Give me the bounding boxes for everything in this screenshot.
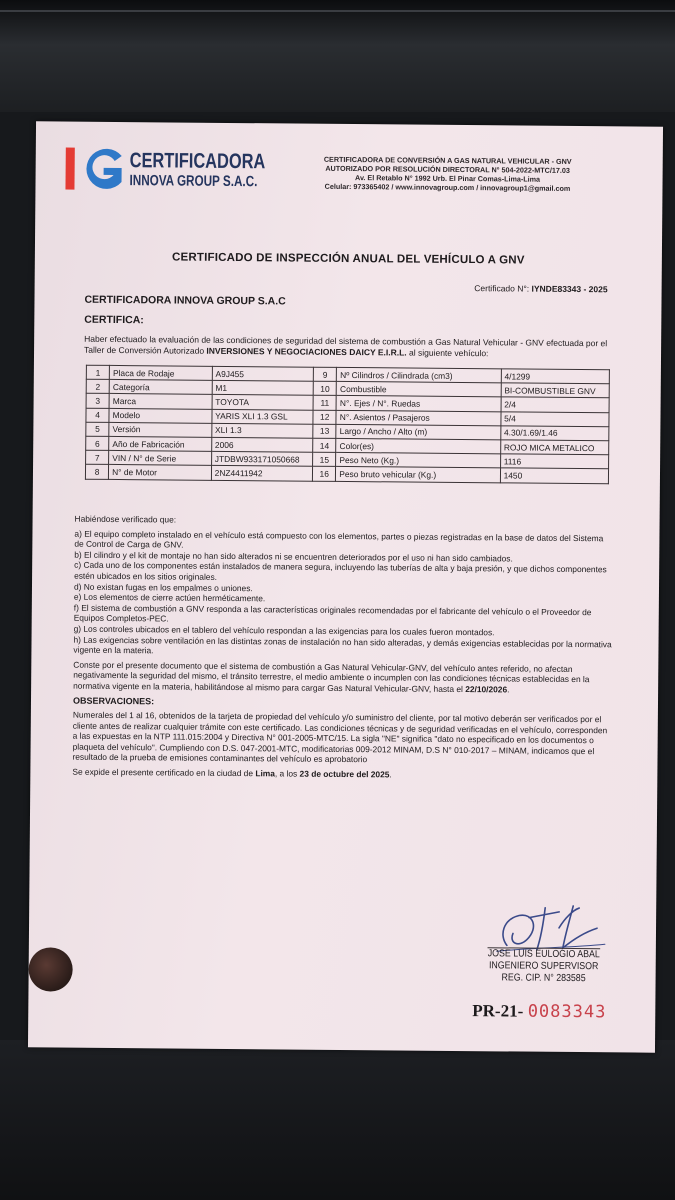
- field-value: 4/1299: [501, 369, 609, 384]
- field-value: JTDBW933171050668: [211, 451, 313, 466]
- row-number: 16: [313, 467, 336, 481]
- field-value: XLI 1.3: [212, 423, 314, 438]
- row-number: 2: [86, 379, 109, 393]
- row-number: 1: [86, 365, 109, 379]
- field-label: Color(es): [336, 438, 500, 454]
- field-value: BI-COMBUSTIBLE GNV: [501, 383, 609, 398]
- verification-item: f) El sistema de combustión a GNV responda a las características originales recomendadas por el fabricante del vehículo o el Proveedor de Equipos Completos-PEC.: [73, 602, 592, 624]
- field-label: Largo / Ancho / Alto (m): [336, 424, 500, 440]
- logo-text: [129, 150, 265, 189]
- field-value: 4.30/1.69/1.46: [500, 426, 608, 441]
- field-value: 1450: [500, 468, 608, 483]
- field-value: 2NZ4411942: [211, 466, 313, 481]
- field-label: Peso bruto vehicular (Kg.): [336, 467, 500, 483]
- field-label: N°. Ejes / N°. Ruedas: [336, 396, 500, 412]
- verification-item: b) El cilindro y el kit de montaje no han sido alterados ni se encuentren deteriorados por el uso ni han sido cambiados.: [74, 549, 513, 564]
- issue-city: Lima: [255, 768, 275, 779]
- serial-prefix: PR-21-: [472, 1001, 524, 1021]
- row-number: 6: [86, 436, 109, 450]
- intro-text-end: al siguiente vehículo:: [406, 347, 489, 358]
- logo-line-2: INNOVA GROUP S.A.C.: [129, 172, 258, 191]
- certificate-page: [28, 121, 663, 1052]
- certificate-number: [474, 283, 607, 294]
- field-label: N° de Motor: [109, 465, 212, 480]
- serial-number: [472, 1001, 606, 1022]
- row-number: 4: [86, 408, 109, 422]
- valid-until-date: 22/10/2026: [465, 683, 508, 695]
- field-value: 1116: [500, 454, 608, 469]
- field-label: VIN / N° de Serie: [109, 451, 212, 466]
- row-number: 12: [313, 410, 336, 424]
- field-label: Año de Fabricación: [109, 436, 212, 451]
- header-line: CERTIFICADORA DE CONVERSIÓN A GAS NATURAL VEHICULAR - GNV: [323, 154, 572, 166]
- logo-line-1: CERTIFICADORA: [129, 149, 266, 174]
- intro-text: Haber efectuado la evaluación de las condiciones de seguridad del sistema de combustión a Gas Natural Vehicular - GNV efectuada por el Taller de Conversión Autorizado: [84, 333, 608, 356]
- field-label: Modelo: [109, 408, 212, 423]
- row-number: 14: [313, 438, 336, 452]
- signatory-registration: REG. CIP. N° 283585: [501, 972, 586, 985]
- observations-text: Numerales del 1 al 16, obtenidos de la tarjeta de propiedad del vehículo y/o suministro del cliente, por tal motivo deberán ser verificados por el cliente antes de realizar cualquier trámite con este certificado. Las condiciones técnicas y de seguridad verificadas en el vehículo, corresponden a las expuestas en la NTP 111.015:2004 y Directiva N° 001-2005-MTC/15. La sigla "NE" significa "dato no especificado en los documentos o plaqueta del vehículo". Cumpliendo con D.S. 047-2001-MTC, modificatorias 009-2012 MINAM, D.S N° 010-2017 – MINAM, indicamos que el resultado de la prueba de emisiones contaminantes del vehículo es aprobatorio: [72, 709, 608, 765]
- verification-lead: Habiéndose verificado que:: [74, 513, 177, 525]
- verification-item: c) Cada uno de los componentes están instalados de manera segura, incluyendo las tuberías de alta y baja presión, y que dichos componentes estén ubicados en los sitios originales.: [74, 560, 607, 582]
- field-label: Marca: [109, 394, 212, 409]
- field-label: Versión: [109, 422, 212, 437]
- field-label: N°. Asientos / Pasajeros: [336, 410, 500, 426]
- certificate-body: [72, 514, 614, 782]
- row-number: 9: [313, 367, 336, 381]
- issue-text: Se expide el presente certificado en la ciudad de: [72, 766, 256, 779]
- header-info: [297, 155, 597, 194]
- row-number: 8: [85, 465, 108, 479]
- issue-end: .: [389, 769, 392, 780]
- company-logo: [63, 144, 266, 196]
- signatory-block: [469, 947, 619, 985]
- verification-item: e) Los elementos de cierre actúen herméticamente.: [73, 591, 266, 604]
- field-value: TOYOTA: [212, 395, 314, 410]
- conclusion-end: .: [507, 684, 510, 695]
- field-value: 2/4: [501, 397, 609, 412]
- header-line: Celular: 973365402 / www.innovagroup.com / innovagroup1@gmail.com: [324, 181, 571, 193]
- verification-item: d) No existan fugas en los empalmes o uniones.: [73, 581, 253, 593]
- row-number: 15: [313, 452, 336, 466]
- issue-date: 23 de octubre del 2025: [299, 768, 390, 780]
- signatory-name: JOSE LUIS EULOGIO ABAL: [487, 948, 600, 961]
- row-number: 5: [86, 422, 109, 436]
- field-value: 5/4: [501, 411, 609, 426]
- issue-text-mid: , a los: [274, 768, 300, 779]
- verification-item: a) El equipo completo instalado en el vehículo está compuesto con los elementos, partes o piezas registradas en la base de datos del Sistema de Control de Carga de GNV.: [74, 528, 604, 550]
- field-value: 2006: [211, 437, 313, 452]
- row-number: 3: [86, 394, 109, 408]
- ig-logo-icon: [63, 144, 129, 195]
- background-line: [0, 10, 675, 12]
- field-value: ROJO MICA METALICO: [500, 440, 608, 455]
- row-number: 13: [313, 424, 336, 438]
- workshop-name: INVERSIONES Y NEGOCIACIONES DAICY E.I.R.L.: [206, 345, 407, 358]
- certificate-value: IYNDE83343 - 2025: [531, 283, 608, 295]
- row-number: 7: [86, 450, 109, 464]
- intro-paragraph: [84, 334, 614, 360]
- verification-item: h) Las exigencias sobre ventilación en las distintas zonas de instalación no han sido alteradas, y demás exigencias establecidas por la normativa vigente en la materia.: [73, 634, 612, 656]
- conclusion-paragraph: [73, 659, 613, 695]
- vehicle-table: [85, 365, 610, 484]
- row-number: 11: [313, 396, 336, 410]
- verification-item: g) Los controles ubicados en el tablero del vehículo respondan a las exigencias para los cuales fueron montados.: [73, 623, 495, 638]
- certificate-label: Certificado N°:: [474, 283, 532, 294]
- field-value: M1: [212, 381, 314, 396]
- observations-title: OBSERVACIONES:: [72, 695, 155, 706]
- document-title: CERTIFICADO DE INSPECCIÓN ANUAL DEL VEHÍCULO A GNV: [171, 251, 525, 267]
- serial-digits: 0083343: [527, 1001, 607, 1023]
- field-label: Placa de Rodaje: [109, 365, 212, 380]
- field-value: A9J455: [212, 366, 314, 381]
- company-name: CERTIFICADORA INNOVA GROUP S.A.C: [84, 293, 286, 308]
- certifica-heading: CERTIFICA:: [84, 313, 144, 327]
- punch-hole: [28, 947, 72, 991]
- field-value: YARIS XLI 1.3 GSL: [212, 409, 314, 424]
- signatory-role: INGENIERO SUPERVISOR: [488, 960, 599, 973]
- header-line: AUTORIZADO POR RESOLUCIÓN DIRECTORAL N° 504-2022-MTC/17.03: [325, 163, 570, 175]
- field-label: Categoría: [109, 380, 212, 395]
- field-label: Peso Neto (Kg.): [336, 453, 500, 469]
- row-number: 10: [313, 381, 336, 395]
- background-bottom: [0, 1040, 675, 1200]
- header-line: Av. El Retablo N° 1992 Urb. El Pinar Comas-Lima-Lima: [355, 173, 541, 184]
- field-label: Combustible: [336, 382, 500, 398]
- background-top: [0, 0, 675, 112]
- conclusion-text: Conste por el presente documento que el sistema de combustión a Gas Natural Vehicular-GNV, del vehículo antes referido, no afectan negativamente la seguridad del mismo, el tránsito terrestre, el medio ambiente o incumplen con las condiciones técnicas establecidas en la normativa vigente en la materia, habilitándose al mismo para cargar Gas Natural Vehicular-GNV, hasta el: [73, 659, 590, 694]
- field-label: Nº Cilindros / Cilindrada (cm3): [337, 367, 501, 383]
